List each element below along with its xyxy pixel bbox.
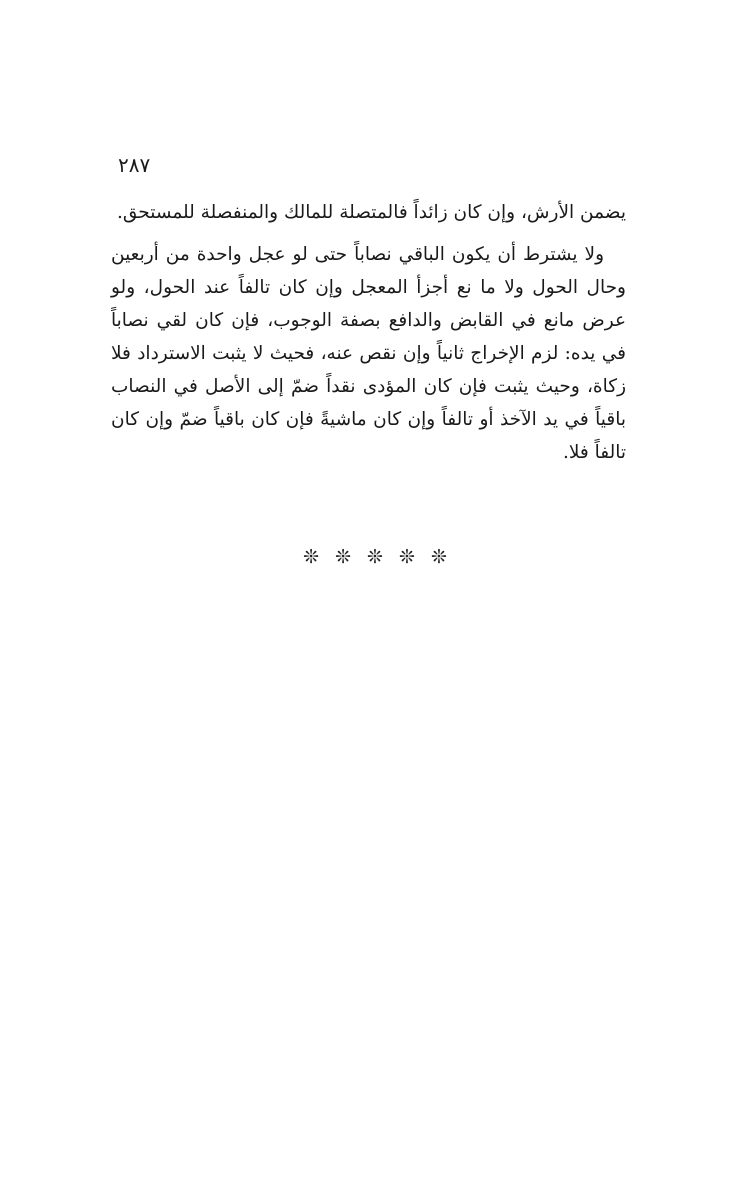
body-text bbox=[111, 196, 626, 469]
paragraph: ولا يشترط أن يكون الباقي نصاباً حتى لو عجل واحدة من أربعين وحال الحول ولا ما نع أجزأ المعجل وإن كان تالفاً عند الحول، ولو عرض مانع في القابض والدافع بصفة الوجوب، فإن كان لقي نصاباً في يده: لزم الإخراج ثانياً وإن نقص عنه، فحيث لا يثبت الاسترداد فلا زكاة، وحيث يثبت فإن كان المؤدى نقداً ضمّ إلى الأصل في النصاب باقياً في يد الآخذ أو تالفاً وإن كان ماشيةً فإن كان باقياً ضمّ وإن كان تالفاً فلا. bbox=[111, 244, 626, 463]
section-separator: ❊ ❊ ❊ ❊ ❊ bbox=[303, 546, 452, 568]
paragraph: يضمن الأرش، وإن كان زائداً فالمتصلة للمالك والمنفصلة للمستحق. bbox=[117, 202, 626, 223]
page-number: ٢٨٧ bbox=[118, 153, 151, 177]
